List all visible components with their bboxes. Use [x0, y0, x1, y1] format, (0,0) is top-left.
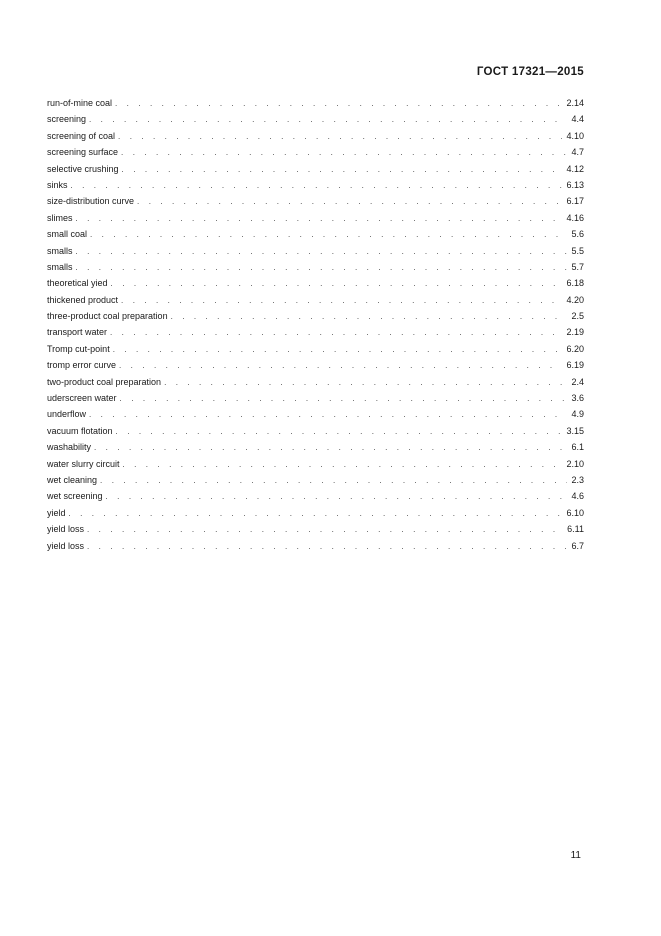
index-reference: 4.7 [571, 147, 584, 158]
index-term: small coal [47, 229, 88, 240]
index-reference: 6.20 [566, 343, 584, 354]
dot-leader [123, 457, 563, 473]
dot-leader [89, 407, 567, 423]
index-entry [47, 259, 584, 275]
index-entry [47, 111, 584, 127]
index-entry [47, 226, 584, 242]
index-entry [47, 193, 584, 209]
index-reference: 6.7 [571, 540, 584, 551]
dot-leader [71, 178, 563, 194]
dot-leader [87, 522, 563, 538]
index-entry [47, 488, 584, 504]
index-term: screening [47, 114, 87, 125]
index-reference: 4.9 [571, 409, 584, 420]
index-reference: 6.19 [566, 360, 584, 371]
index-entry [47, 161, 584, 177]
index-term: sinks [47, 179, 68, 190]
dot-leader [164, 375, 567, 391]
index-entry [47, 243, 584, 259]
dot-leader [110, 325, 562, 341]
index-entry [47, 128, 584, 144]
dot-leader [121, 293, 562, 309]
index-term: wet screening [47, 491, 103, 502]
index-term: selective crushing [47, 163, 119, 174]
index-entry [47, 423, 584, 439]
index-entry [47, 456, 584, 472]
index-entry [47, 472, 584, 488]
index-reference: 6.10 [566, 507, 584, 518]
index-reference: 3.15 [566, 425, 584, 436]
index-term: transport water [47, 327, 108, 338]
index-term: wet cleaning [47, 474, 98, 485]
page-number: 11 [570, 850, 581, 861]
dot-leader [89, 112, 567, 128]
dot-leader [76, 260, 568, 276]
index-term: theoretical yied [47, 278, 108, 289]
dot-leader [120, 391, 568, 407]
dot-leader [116, 424, 563, 440]
dot-leader [113, 342, 563, 358]
index-reference: 6.13 [566, 179, 584, 190]
index-entry [47, 505, 584, 521]
index-entry [47, 292, 584, 308]
index-reference: 4.12 [566, 163, 584, 174]
index-entry [47, 439, 584, 455]
index-reference: 6.17 [566, 196, 584, 207]
index-entry [47, 390, 584, 406]
index-reference: 2.4 [571, 376, 584, 387]
dot-leader [90, 227, 567, 243]
index-entry [47, 210, 584, 226]
index-reference: 4.4 [571, 114, 584, 125]
index-term: vacuum flotation [47, 425, 113, 436]
index-term: yield [47, 507, 66, 518]
index-reference: 2.10 [566, 458, 584, 469]
index-term: screening surface [47, 147, 119, 158]
dot-leader [76, 244, 568, 260]
index-term: three-product coal preparation [47, 311, 168, 322]
dot-leader [137, 194, 562, 210]
index-entry [47, 521, 584, 537]
index-entry [47, 341, 584, 357]
index-entry [47, 275, 584, 291]
index-entry [47, 308, 584, 324]
index-reference: 2.5 [571, 311, 584, 322]
index-reference: 6.18 [566, 278, 584, 289]
index-reference: 2.3 [571, 474, 584, 485]
dot-leader [171, 309, 568, 325]
index-reference: 4.10 [566, 130, 584, 141]
standard-header: ГОСТ 17321—2015 [476, 66, 584, 78]
index-entry [47, 177, 584, 193]
dot-leader [118, 129, 562, 145]
dot-leader [111, 276, 563, 292]
dot-leader [100, 473, 567, 489]
index-reference: 4.16 [566, 212, 584, 223]
index-term: size-distribution curve [47, 196, 135, 207]
index-reference: 5.6 [571, 229, 584, 240]
index-term: yield loss [47, 540, 85, 551]
dot-leader [121, 145, 567, 161]
index-reference: 6.11 [567, 524, 584, 535]
index-reference: 2.14 [566, 98, 584, 108]
index-term: yield loss [47, 524, 85, 535]
index-reference: 5.7 [571, 261, 584, 272]
index-entry [47, 357, 584, 373]
index-term: thickened product [47, 294, 119, 305]
index-entry [47, 406, 584, 422]
index-entry [47, 374, 584, 390]
alphabetical-index [47, 95, 584, 554]
index-reference: 5.5 [571, 245, 584, 256]
dot-leader [76, 211, 563, 227]
index-term: two-product coal preparation [47, 376, 162, 387]
index-term: underflow [47, 409, 87, 420]
dot-leader [94, 440, 567, 456]
index-term: water slurry circuit [47, 458, 120, 469]
dot-leader [106, 489, 568, 505]
index-reference: 2.19 [566, 327, 584, 338]
index-reference: 4.20 [566, 294, 584, 305]
dot-leader [122, 162, 563, 178]
index-term: smalls [47, 245, 73, 256]
index-entry [47, 95, 584, 111]
index-term: smalls [47, 261, 73, 272]
index-term: washability [47, 442, 92, 453]
index-entry [47, 324, 584, 340]
dot-leader [69, 506, 563, 522]
index-term: screening of coal [47, 130, 116, 141]
index-term: slimes [47, 212, 73, 223]
dot-leader [119, 358, 562, 374]
index-entry [47, 538, 584, 554]
index-reference: 6.1 [571, 442, 584, 453]
index-term: tromp error curve [47, 360, 117, 371]
index-term: uderscreen water [47, 393, 117, 404]
dot-leader [87, 539, 567, 555]
index-term: run-of-mine coal [47, 98, 113, 108]
index-reference: 3.6 [571, 393, 584, 404]
dot-leader [115, 96, 562, 112]
index-reference: 4.6 [571, 491, 584, 502]
index-term: Tromp cut-point [47, 343, 110, 354]
index-entry [47, 144, 584, 160]
